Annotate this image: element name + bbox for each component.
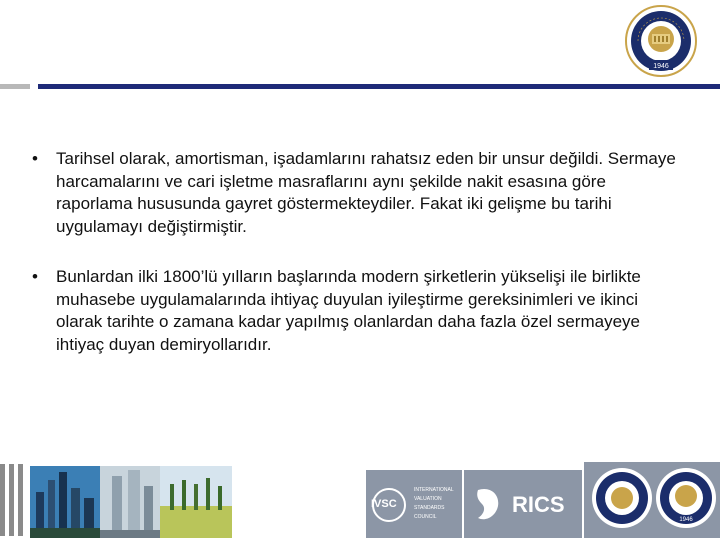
footer-stripe — [9, 464, 14, 536]
header-rule-left — [0, 84, 30, 89]
footer-stripe — [18, 464, 23, 536]
seal-year: 1946 — [679, 517, 693, 523]
rics-logo — [464, 470, 582, 538]
landscape-photo — [160, 466, 232, 538]
bullet-text: Tarihsel olarak, amortisman, işadamlarını rahatsız eden bir unsur değildi. Sermaye harcamalarını ve cari işletme masraflarını aynı şekilde nakit esasına göre raporlama hususunda gayret göstermekteydiler. Fakat iki gelişme bu tarihi uygulamayı değiştirmiştir. — [56, 149, 676, 236]
slide-content — [32, 148, 682, 356]
university-seal-icon — [590, 466, 654, 530]
rics-lion-icon — [470, 484, 504, 524]
rics-label: RICS — [512, 492, 565, 517]
bullet-marker: • — [32, 267, 38, 286]
logo-year: 1946 — [653, 63, 669, 70]
ivsc-logo — [366, 470, 462, 538]
footer-stripe — [0, 464, 5, 536]
ivsc-name-line: VALUATION — [414, 496, 442, 502]
city-skyline-photo — [30, 466, 100, 538]
bullet-item — [32, 148, 682, 238]
ivsc-abbr: IVSC — [371, 498, 397, 510]
bullet-marker: • — [32, 149, 38, 168]
bullet-text: Bunlardan ilki 1800’lü yılların başlarında modern şirketlerin yükselişi ile birlikte muhasebe uygulamalarında ihtiyaç duyulan iyileştirme gereksinimleri ve ikinci olarak tarihte o zamana kadar yapılmış olanlardan daha fazla özel sermayeye ihtiyaç duyan demiryollarıdır. — [56, 267, 641, 354]
towers-photo — [100, 466, 160, 538]
bullet-item — [32, 266, 682, 356]
ivsc-name-line: COUNCIL — [414, 514, 437, 520]
footer-strip — [0, 458, 720, 540]
ivsc-name-line: INTERNATIONAL — [414, 487, 454, 493]
header-rule — [38, 84, 720, 89]
ankara-university-seal-icon — [654, 466, 718, 530]
seal-panel — [584, 462, 720, 538]
ivsc-name-line: STANDARDS — [414, 505, 445, 511]
ankara-university-logo — [624, 4, 698, 78]
